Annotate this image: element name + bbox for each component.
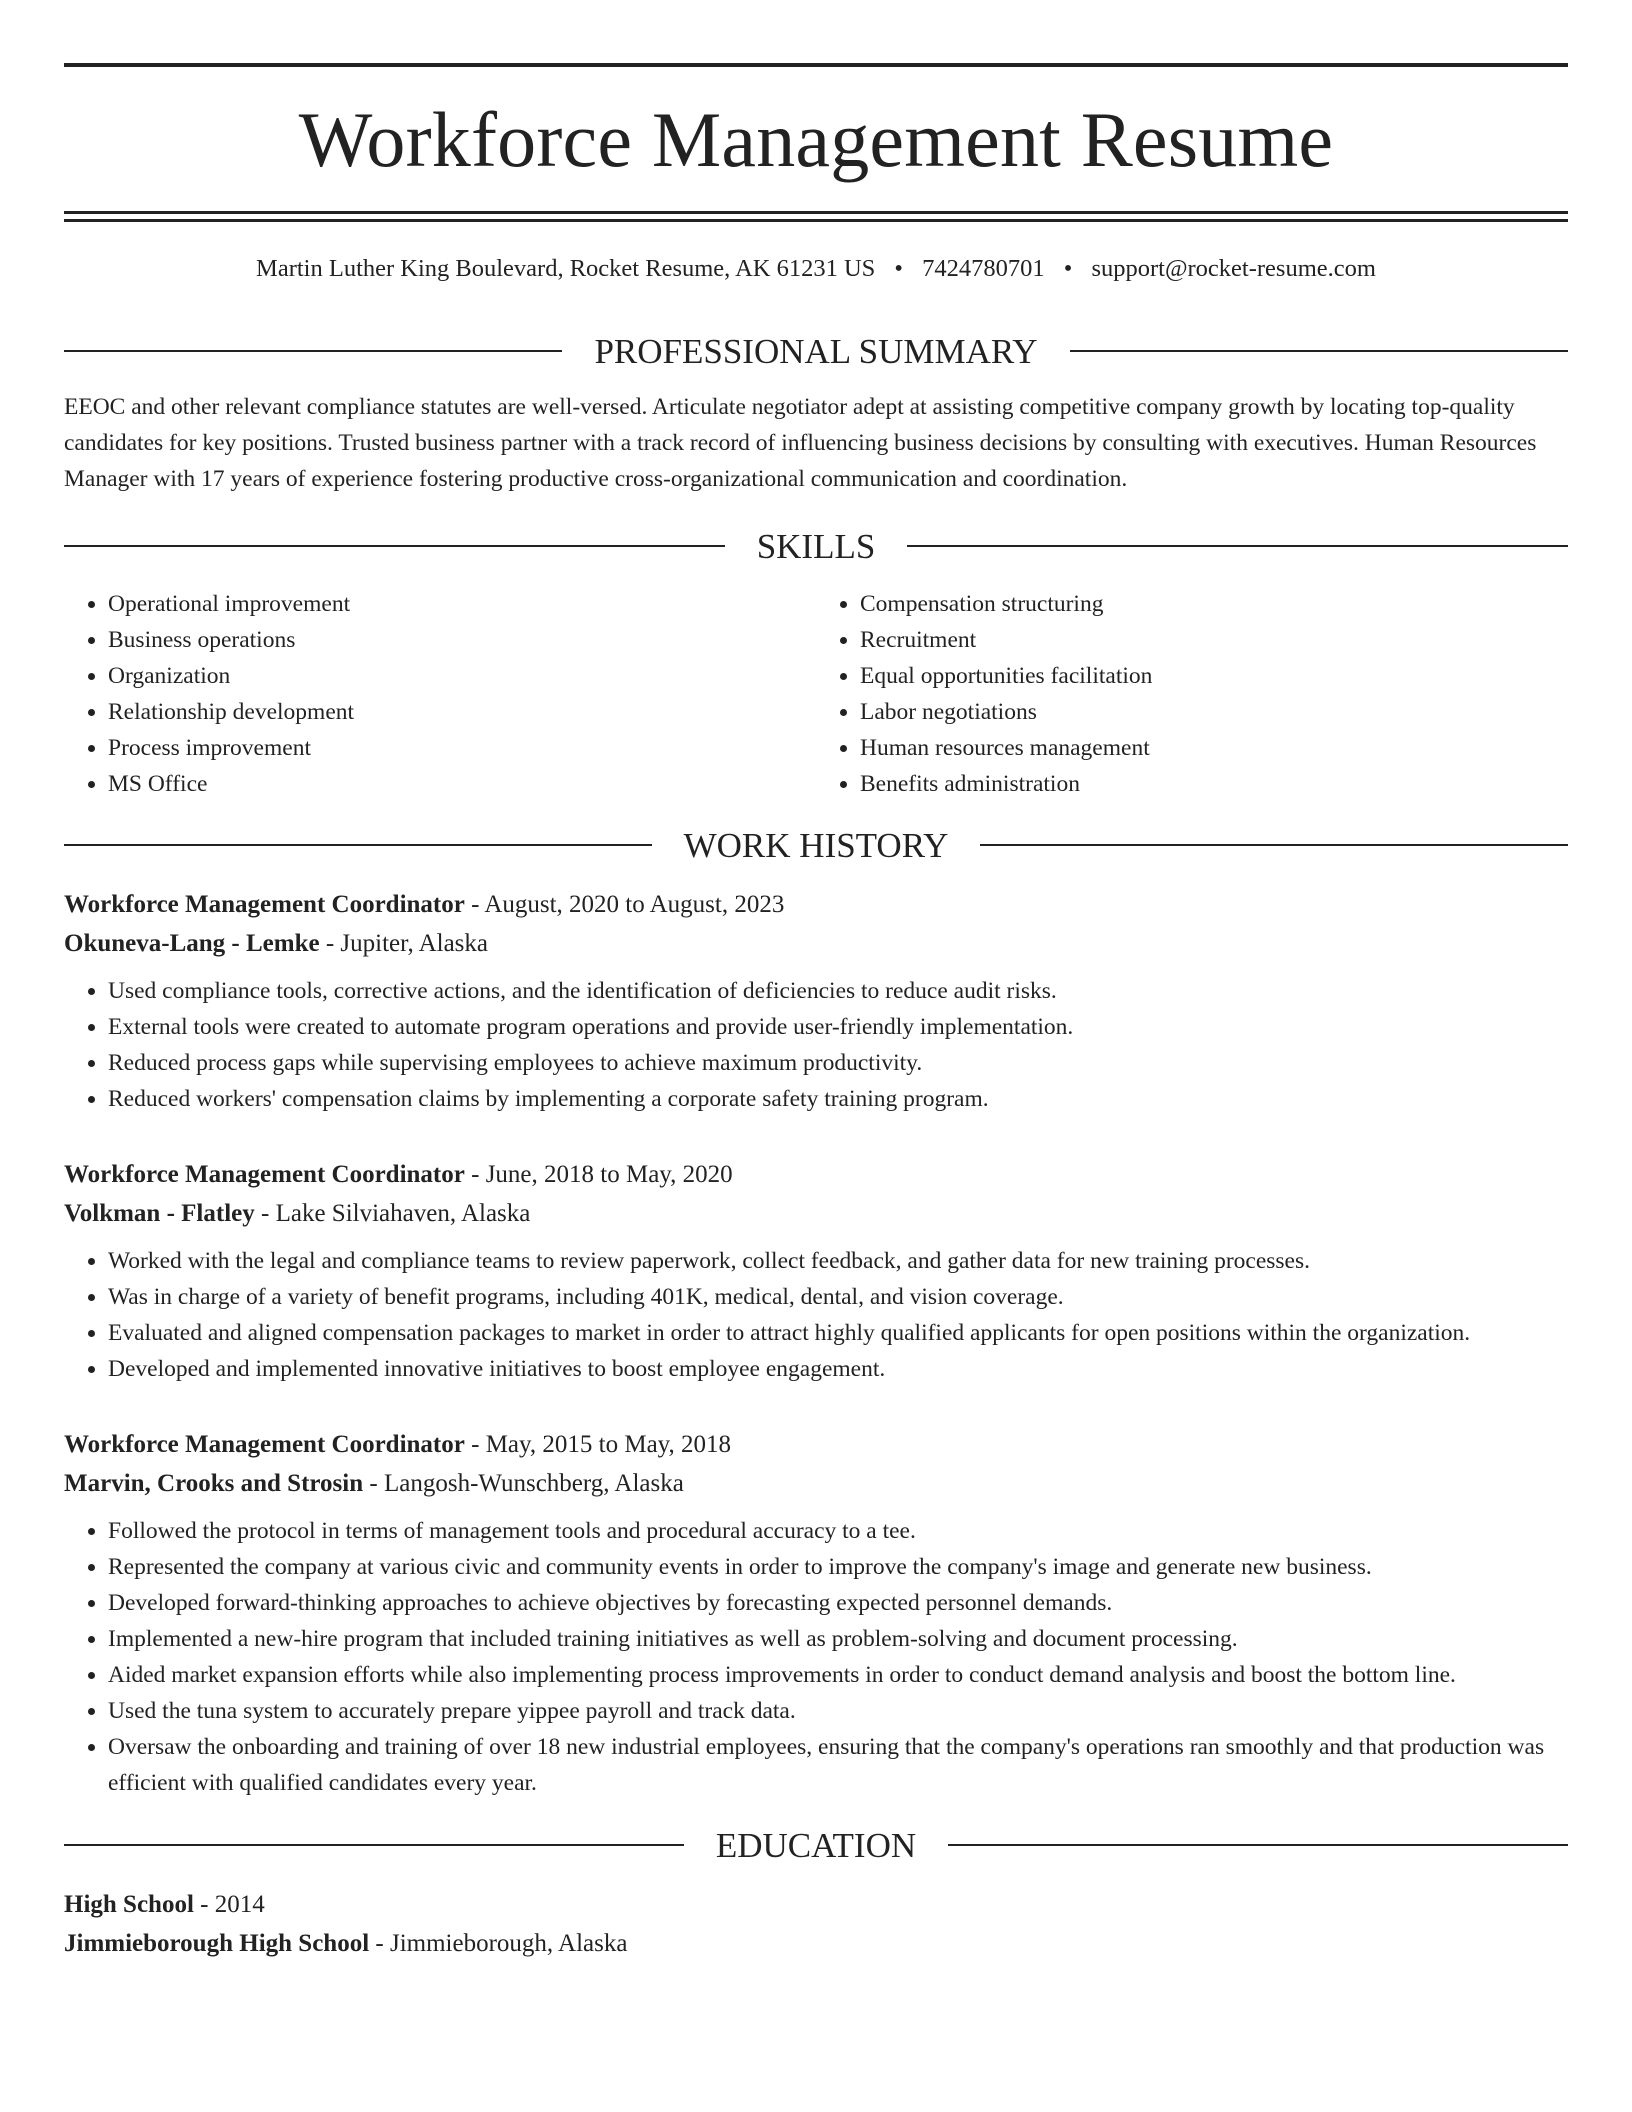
job-entry	[64, 1425, 1568, 1801]
summary-heading	[64, 331, 1568, 371]
job-dates: May, 2015 to May, 2018	[485, 1430, 732, 1458]
job-company: Marvin, Crooks and Strosin	[64, 1469, 364, 1497]
heading-rule-left	[64, 350, 562, 352]
education-degree: High School	[64, 1890, 194, 1918]
job-bullet: • Followed the protocol in terms of management tools and procedural accuracy to a tee.	[108, 1513, 1568, 1549]
job-title: Workforce Management Coordinator	[64, 1160, 465, 1188]
contact-phone: 7424780701	[922, 255, 1045, 282]
job-location: Jupiter, Alaska	[340, 929, 489, 957]
dash: -	[363, 1469, 384, 1497]
job-bullet: • Implemented a new-hire program that included training initiatives as well as problem-solving and document processing.	[108, 1621, 1568, 1657]
job-bullet: • Developed and implemented innovative initiatives to boost employee engagement.	[108, 1351, 1568, 1387]
skill-item: • Equal opportunities facilitation	[860, 658, 1568, 694]
contact-line	[64, 257, 1568, 282]
job-company-line	[64, 924, 1568, 963]
job-location: Langosh-Wunschberg, Alaska	[383, 1469, 684, 1497]
job-bullet: • Was in charge of a variety of benefit programs, including 401K, medical, dental, and vision coverage.	[108, 1279, 1568, 1315]
skill-item: • Business operations	[108, 622, 816, 658]
job-bullet: • Reduced workers' compensation claims by implementing a corporate safety training program.	[108, 1081, 1568, 1117]
job-location: Lake Silviahaven, Alaska	[275, 1199, 531, 1227]
skill-item: • Compensation structuring	[860, 586, 1568, 622]
job-title-line	[64, 885, 1568, 924]
heading-rule-left	[64, 545, 725, 547]
dash: -	[464, 1430, 486, 1458]
job-bullet: • Used the tuna system to accurately prepare yippee payroll and track data.	[108, 1693, 1568, 1729]
dash: -	[254, 1199, 276, 1227]
top-rule	[64, 63, 1568, 67]
dash: -	[464, 890, 485, 918]
heading-rule-right	[907, 545, 1568, 547]
skills-heading	[64, 526, 1568, 566]
skill-item: • Process improvement	[108, 730, 816, 766]
education-heading	[64, 1825, 1568, 1865]
dash: -	[319, 929, 341, 957]
job-entry	[64, 1155, 1568, 1387]
job-bullet: • Aided market expansion efforts while also implementing process improvements in order to conduct demand analysis and boost the bottom line.	[108, 1657, 1568, 1693]
job-bullet: • Oversaw the onboarding and training of over 18 new industrial employees, ensuring that the company's operations ran smoothly and that production was efficient with qualified candidates every year.	[108, 1729, 1568, 1801]
job-bullet: • Represented the company at various civic and community events in order to improve the company's image and generate new business.	[108, 1549, 1568, 1585]
job-title: Workforce Management Coordinator	[64, 1430, 465, 1458]
job-company-line	[64, 1464, 1568, 1503]
job-dates: August, 2020 to August, 2023	[484, 890, 785, 918]
summary-heading-label: PROFESSIONAL SUMMARY	[594, 331, 1038, 371]
job-bullet: • Reduced process gaps while supervising employees to achieve maximum productivity.	[108, 1045, 1568, 1081]
heading-rule-right	[980, 844, 1568, 846]
skill-item: • Operational improvement	[108, 586, 816, 622]
job-bullets	[64, 1243, 1568, 1387]
skill-item: • Labor negotiations	[860, 694, 1568, 730]
heading-rule-left	[64, 1844, 684, 1846]
dash: -	[369, 1929, 390, 1957]
education-entry	[64, 1885, 1568, 1963]
contact-separator: •	[1063, 255, 1073, 282]
contact-email: support@rocket-resume.com	[1091, 255, 1376, 282]
heading-rule-right	[1070, 350, 1568, 352]
job-bullet: • Worked with the legal and compliance teams to review paperwork, collect feedback, and gather data for new training processes.	[108, 1243, 1568, 1279]
contact-separator: •	[894, 255, 903, 282]
job-company: Volkman - Flatley	[64, 1199, 255, 1227]
job-bullet: • Evaluated and aligned compensation packages to market in order to attract highly qualified applicants for open positions within the organization.	[108, 1315, 1568, 1351]
job-title-line	[64, 1155, 1568, 1194]
skills-columns	[64, 586, 1568, 802]
job-bullets	[64, 973, 1568, 1117]
job-title: Workforce Management Coordinator	[64, 890, 465, 918]
skill-item: • Benefits administration	[860, 766, 1568, 802]
job-company-line	[64, 1194, 1568, 1233]
education-year: 2014	[214, 1890, 265, 1918]
work-history-heading	[64, 825, 1568, 865]
education-school: Jimmieborough High School	[64, 1929, 370, 1957]
skill-item: • Human resources management	[860, 730, 1568, 766]
title-double-rule	[64, 211, 1568, 222]
skill-item: • Recruitment	[860, 622, 1568, 658]
skill-item: • Relationship development	[108, 694, 816, 730]
education-heading-label: EDUCATION	[715, 1825, 917, 1865]
education-location: Jimmieborough, Alaska	[389, 1929, 628, 1957]
contact-address: Martin Luther King Boulevard, Rocket Resume, AK 61231 US	[256, 255, 876, 282]
skill-item: • MS Office	[108, 766, 816, 802]
resume-title: Workforce Management Resume	[298, 96, 1334, 183]
heading-rule-right	[948, 1844, 1568, 1846]
job-dates: June, 2018 to May, 2020	[485, 1160, 733, 1188]
job-bullet: • Developed forward-thinking approaches to achieve objectives by forecasting expected personnel demands.	[108, 1585, 1568, 1621]
work-history-heading-label: WORK HISTORY	[683, 825, 949, 865]
skill-item: • Organization	[108, 658, 816, 694]
education-school-line	[64, 1924, 1568, 1963]
education-degree-line	[64, 1885, 1568, 1924]
dash: -	[193, 1890, 215, 1918]
job-bullet: • Used compliance tools, corrective actions, and the identification of deficiencies to reduce audit risks.	[108, 973, 1568, 1009]
job-entry	[64, 885, 1568, 1117]
job-bullet: • External tools were created to automate program operations and provide user-friendly implementation.	[108, 1009, 1568, 1045]
job-bullets	[64, 1513, 1568, 1801]
skills-list-left	[64, 586, 816, 802]
skills-heading-label: SKILLS	[756, 526, 876, 566]
job-company: Okuneva-Lang - Lemke	[64, 929, 320, 957]
heading-rule-left	[64, 844, 652, 846]
skills-list-right	[816, 586, 1568, 802]
summary-text: EEOC and other relevant compliance statutes are well-versed. Articulate negotiator adept at assisting competitive company growth by locating top-quality candidates for key positions. Trusted business partner with a track record of influencing business decisions by consulting with executives. Human Resources Manager with 17 years of experience fostering productive cross-organizational communication and coordination.	[64, 393, 1537, 492]
job-title-line	[64, 1425, 1568, 1464]
dash: -	[464, 1160, 486, 1188]
